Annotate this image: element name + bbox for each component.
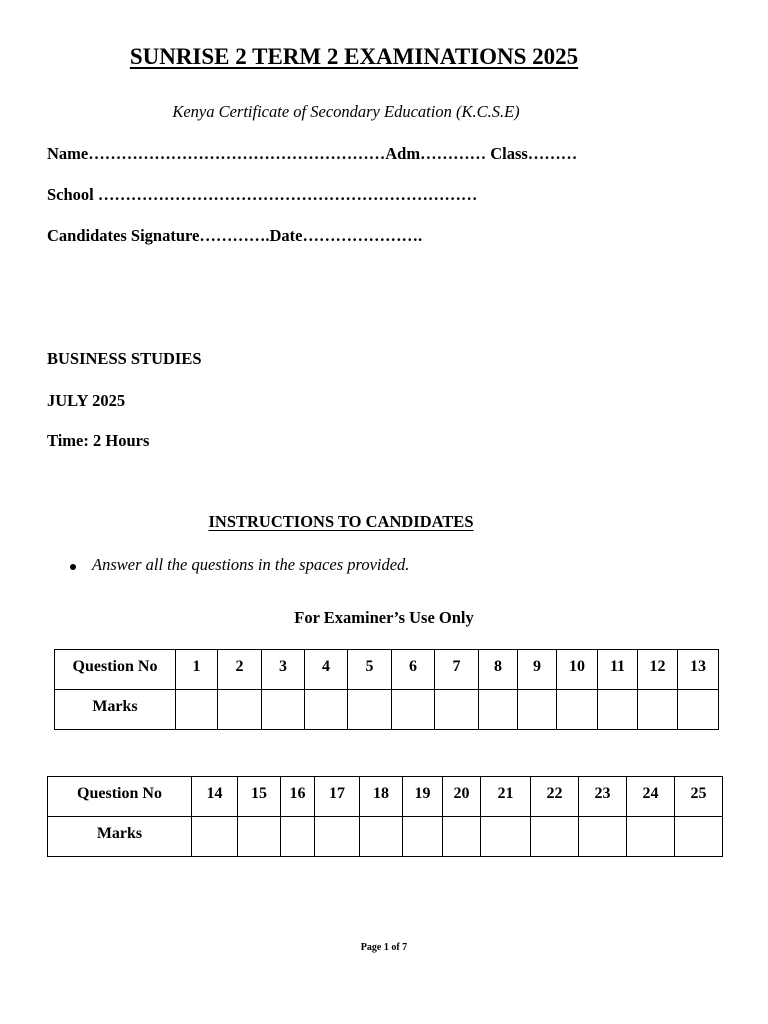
marks-table-2 bbox=[47, 776, 723, 857]
time-label: Time: 2 Hours bbox=[47, 431, 150, 450]
signature-date-line: Candidates Signature………….Date…………………. bbox=[47, 226, 423, 245]
name-adm-class-line: Name………………………………………………Adm………… Class……… bbox=[47, 144, 578, 163]
instruction-item bbox=[70, 555, 409, 575]
marks-table-1 bbox=[54, 649, 719, 730]
marks-cell bbox=[627, 817, 675, 857]
page-number: Page 1 of 7 bbox=[360, 942, 408, 953]
question-number-cell: 6 bbox=[392, 650, 435, 690]
marks-cell bbox=[348, 690, 392, 730]
exam-date-label: JULY 2025 bbox=[47, 391, 126, 410]
instructions-title: INSTRUCTIONS TO CANDIDATES bbox=[208, 512, 474, 531]
question-number-row bbox=[48, 777, 723, 817]
marks-cell bbox=[443, 817, 481, 857]
question-number-cell: 21 bbox=[481, 777, 531, 817]
marks-cell bbox=[403, 817, 443, 857]
question-number-cell: 18 bbox=[360, 777, 403, 817]
question-number-cell: 20 bbox=[443, 777, 481, 817]
marks-cell bbox=[360, 817, 403, 857]
bullet-icon bbox=[70, 564, 76, 570]
question-number-cell: 10 bbox=[557, 650, 598, 690]
question-number-cell: 9 bbox=[518, 650, 557, 690]
marks-cell bbox=[481, 817, 531, 857]
school-line: School …………………………………………………………… bbox=[47, 185, 478, 204]
marks-cell bbox=[238, 817, 281, 857]
marks-cell bbox=[557, 690, 598, 730]
question-number-cell: 3 bbox=[262, 650, 305, 690]
examiner-use-label: For Examiner’s Use Only bbox=[294, 608, 474, 627]
marks-cell bbox=[192, 817, 238, 857]
question-number-cell: 16 bbox=[281, 777, 315, 817]
marks-cell bbox=[281, 817, 315, 857]
question-no-header: Question No bbox=[48, 777, 192, 817]
marks-cell bbox=[518, 690, 557, 730]
marks-cell bbox=[392, 690, 435, 730]
marks-cell bbox=[598, 690, 638, 730]
question-number-cell: 2 bbox=[218, 650, 262, 690]
question-number-cell: 24 bbox=[627, 777, 675, 817]
marks-cell bbox=[305, 690, 348, 730]
question-number-cell: 1 bbox=[176, 650, 218, 690]
question-number-cell: 5 bbox=[348, 650, 392, 690]
marks-cell bbox=[531, 817, 579, 857]
question-number-cell: 15 bbox=[238, 777, 281, 817]
instruction-text: Answer all the questions in the spaces provided. bbox=[92, 555, 410, 574]
marks-cell bbox=[315, 817, 360, 857]
question-number-cell: 13 bbox=[678, 650, 719, 690]
question-number-cell: 22 bbox=[531, 777, 579, 817]
marks-header: Marks bbox=[55, 690, 176, 730]
question-no-header: Question No bbox=[55, 650, 176, 690]
question-number-cell: 4 bbox=[305, 650, 348, 690]
subject-label: BUSINESS STUDIES bbox=[47, 349, 202, 368]
question-number-row bbox=[55, 650, 719, 690]
marks-cell bbox=[218, 690, 262, 730]
marks-cell bbox=[435, 690, 479, 730]
marks-header: Marks bbox=[48, 817, 192, 857]
question-number-cell: 17 bbox=[315, 777, 360, 817]
marks-cell bbox=[579, 817, 627, 857]
marks-row bbox=[48, 817, 723, 857]
question-number-cell: 11 bbox=[598, 650, 638, 690]
marks-cell bbox=[479, 690, 518, 730]
question-number-cell: 12 bbox=[638, 650, 678, 690]
question-number-cell: 25 bbox=[675, 777, 723, 817]
exam-subtitle: Kenya Certificate of Secondary Education (K.C.S.E) bbox=[172, 102, 520, 121]
exam-title: SUNRISE 2 TERM 2 EXAMINATIONS 2025 bbox=[129, 44, 579, 69]
marks-cell bbox=[638, 690, 678, 730]
question-number-cell: 14 bbox=[192, 777, 238, 817]
marks-cell bbox=[262, 690, 305, 730]
question-number-cell: 23 bbox=[579, 777, 627, 817]
question-number-cell: 7 bbox=[435, 650, 479, 690]
marks-cell bbox=[678, 690, 719, 730]
question-number-cell: 19 bbox=[403, 777, 443, 817]
question-number-cell: 8 bbox=[479, 650, 518, 690]
marks-row bbox=[55, 690, 719, 730]
marks-cell bbox=[176, 690, 218, 730]
marks-cell bbox=[675, 817, 723, 857]
